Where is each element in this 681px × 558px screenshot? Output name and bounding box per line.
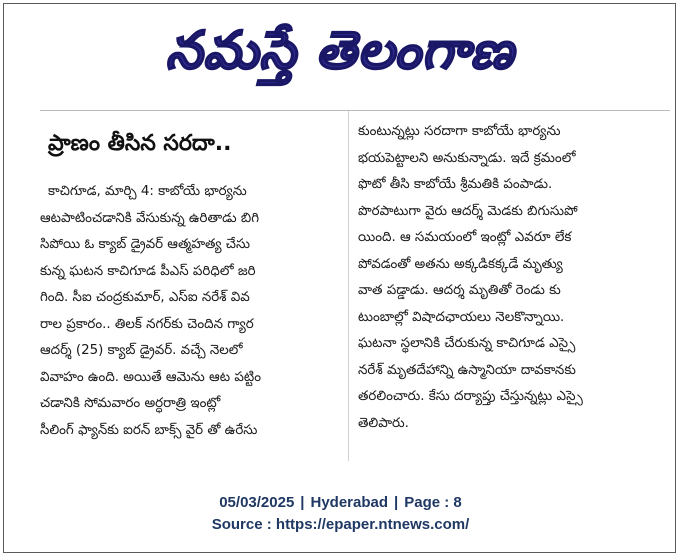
masthead-logo [0,0,681,95]
footer-date: 05/03/2025 [219,494,295,511]
left-line: ఆటపాటించడానికి వేసుకున్న ఉరితాడు బిగి [40,210,260,226]
right-line: తెలిపారు. [358,415,409,431]
left-line: ఆదర్శ్ (25) క్యాబ్ డ్రైవర్. వచ్చే నెలలో [40,343,243,358]
right-line: భయపెట్టాలని అనుకున్నాడు. ఇదే క్రమంలో [358,150,576,166]
column-divider [348,111,349,461]
footer-meta: 05/03/2025 | Hyderabad | Page : 8 [219,494,462,511]
right-line: తరలించారు. కేసు దర్యాప్తు చేస్తున్నట్లు ఎస్సై [358,389,583,404]
article-right-column [358,119,670,437]
right-line: నరేశ్ మృతదేహాన్ని ఉస్మానియా దావకానకు [358,362,576,378]
right-line: పోవడంతో అతను అక్కడికక్కడే మృత్యు [358,256,563,272]
right-line: ఫొటో తీసి కాబోయే శ్రీమతికి పంపాడు. [358,177,553,192]
right-line: కుంటున్నట్లు సరదాగా కాబోయే భార్యను [358,124,561,139]
article-left-column [40,111,340,444]
right-line: వాత పడ్డాడు. ఆదర్శ మృతితో రెండు కు [358,283,561,298]
footer-city: Hyderabad [310,494,389,511]
masthead-title: నమస్తే తెలంగాణ [165,21,515,81]
left-line: గింది. సీఐ చంద్రకుమార్, ఎస్ఐ నరేశ్ వివ [40,290,250,305]
right-line: ఘటనా స్థలానికి చేరుకున్న కాచిగూడ ఎస్సై [358,336,576,351]
left-line: సీలింగ్ ఫ్యాన్‌కు ఐరన్ బాక్స్ వైర్ తో ఉరేసు [40,422,258,438]
article-right-text [358,119,670,437]
right-line: టుంబాల్లో విషాదఛాయలు నెలకొన్నాయి. [358,309,565,325]
article-left-text [40,179,340,444]
left-line: కున్న ఘటన కాచిగూడ పీఎస్ పరిధిలో జరి [40,263,256,279]
left-line: రాల ప్రకారం.. తిలక్ నగర్‌కు చెందిన గ్యార [40,316,254,332]
left-line: సిపోయి ఓ క్యాబ్ డ్రైవర్ ఆత్మహత్య చేసు [40,237,250,252]
article-headline: ప్రాణం తీసిన సరదా.. [48,131,232,156]
masthead [0,0,681,95]
news-clipping [40,110,670,471]
left-line: కాచిగూడ, మార్చి 4: కాబోయే భార్యను [48,184,247,199]
right-line: పొరపాటుగా వైరు ఆదర్శ్ మెడకు బిగుసుపో [358,203,578,219]
left-line: చడానికి సోమవారం అర్ధరాత్రి ఇంట్లో [40,396,221,411]
footer-page: Page : 8 [404,494,462,511]
left-line: వివాహం ఉంది. అయితే ఆమెను ఆట పట్టిం [40,369,261,385]
footer [0,492,681,536]
footer-source: Source : https://epaper.ntnews.com/ [211,516,470,533]
right-line: యింది. ఆ సమయంలో ఇంట్లో ఎవరూ లేక [358,230,572,245]
